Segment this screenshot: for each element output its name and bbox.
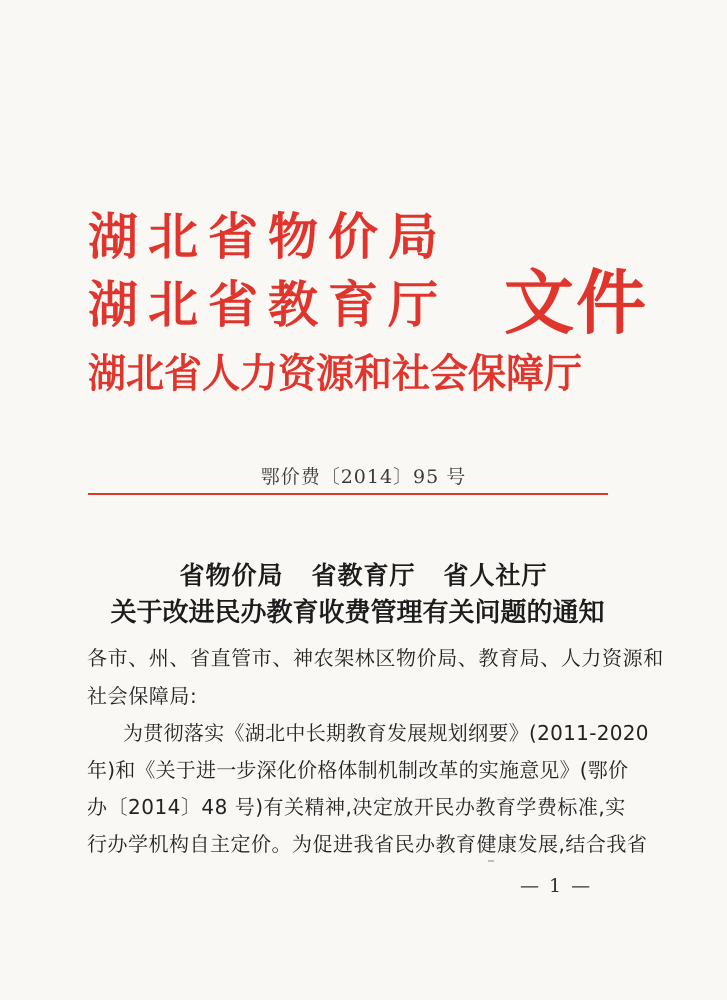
header-line-education-department: 湖北省教育厅 — [88, 275, 448, 334]
body-line: 各市、州、省直管市、神农架林区物价局、教育局、人力资源和 — [87, 646, 664, 670]
body-line: 为贯彻落实《湖北中长期教育发展规划纲要》(2011-2020 — [123, 721, 649, 745]
header-line-hr-department: 湖北省人力资源和社会保障厅 — [88, 350, 582, 397]
page-number: — 1 — — [520, 875, 593, 897]
body-line: 年)和《关于进一步深化价格体制机制改革的实施意见》(鄂价 — [87, 758, 629, 782]
header-document-label: 文件 — [504, 261, 648, 344]
red-divider-line — [88, 493, 608, 495]
notice-subject-title: 关于改进民办教育收费管理有关问题的通知 — [110, 598, 605, 628]
issuer-hr-department: 省人社厅 — [443, 561, 548, 590]
issuer-price-bureau: 省物价局 — [179, 561, 284, 590]
body-line: 行办学机构自主定价。为促进我省民办教育健康发展,结合我省 — [87, 832, 648, 856]
body-line: 社会保障局: — [87, 684, 198, 708]
notice-issuers — [0, 556, 727, 592]
body-line: 办〔2014〕48 号)有关精神,决定放开民办教育学费标准,实 — [87, 795, 626, 819]
header-line-price-bureau: 湖北省物价局 — [88, 207, 448, 266]
document-number: 鄂价费〔2014〕95 号 — [260, 466, 467, 488]
issuer-education-department: 省教育厅 — [311, 561, 416, 590]
scan-artifact — [488, 860, 494, 862]
